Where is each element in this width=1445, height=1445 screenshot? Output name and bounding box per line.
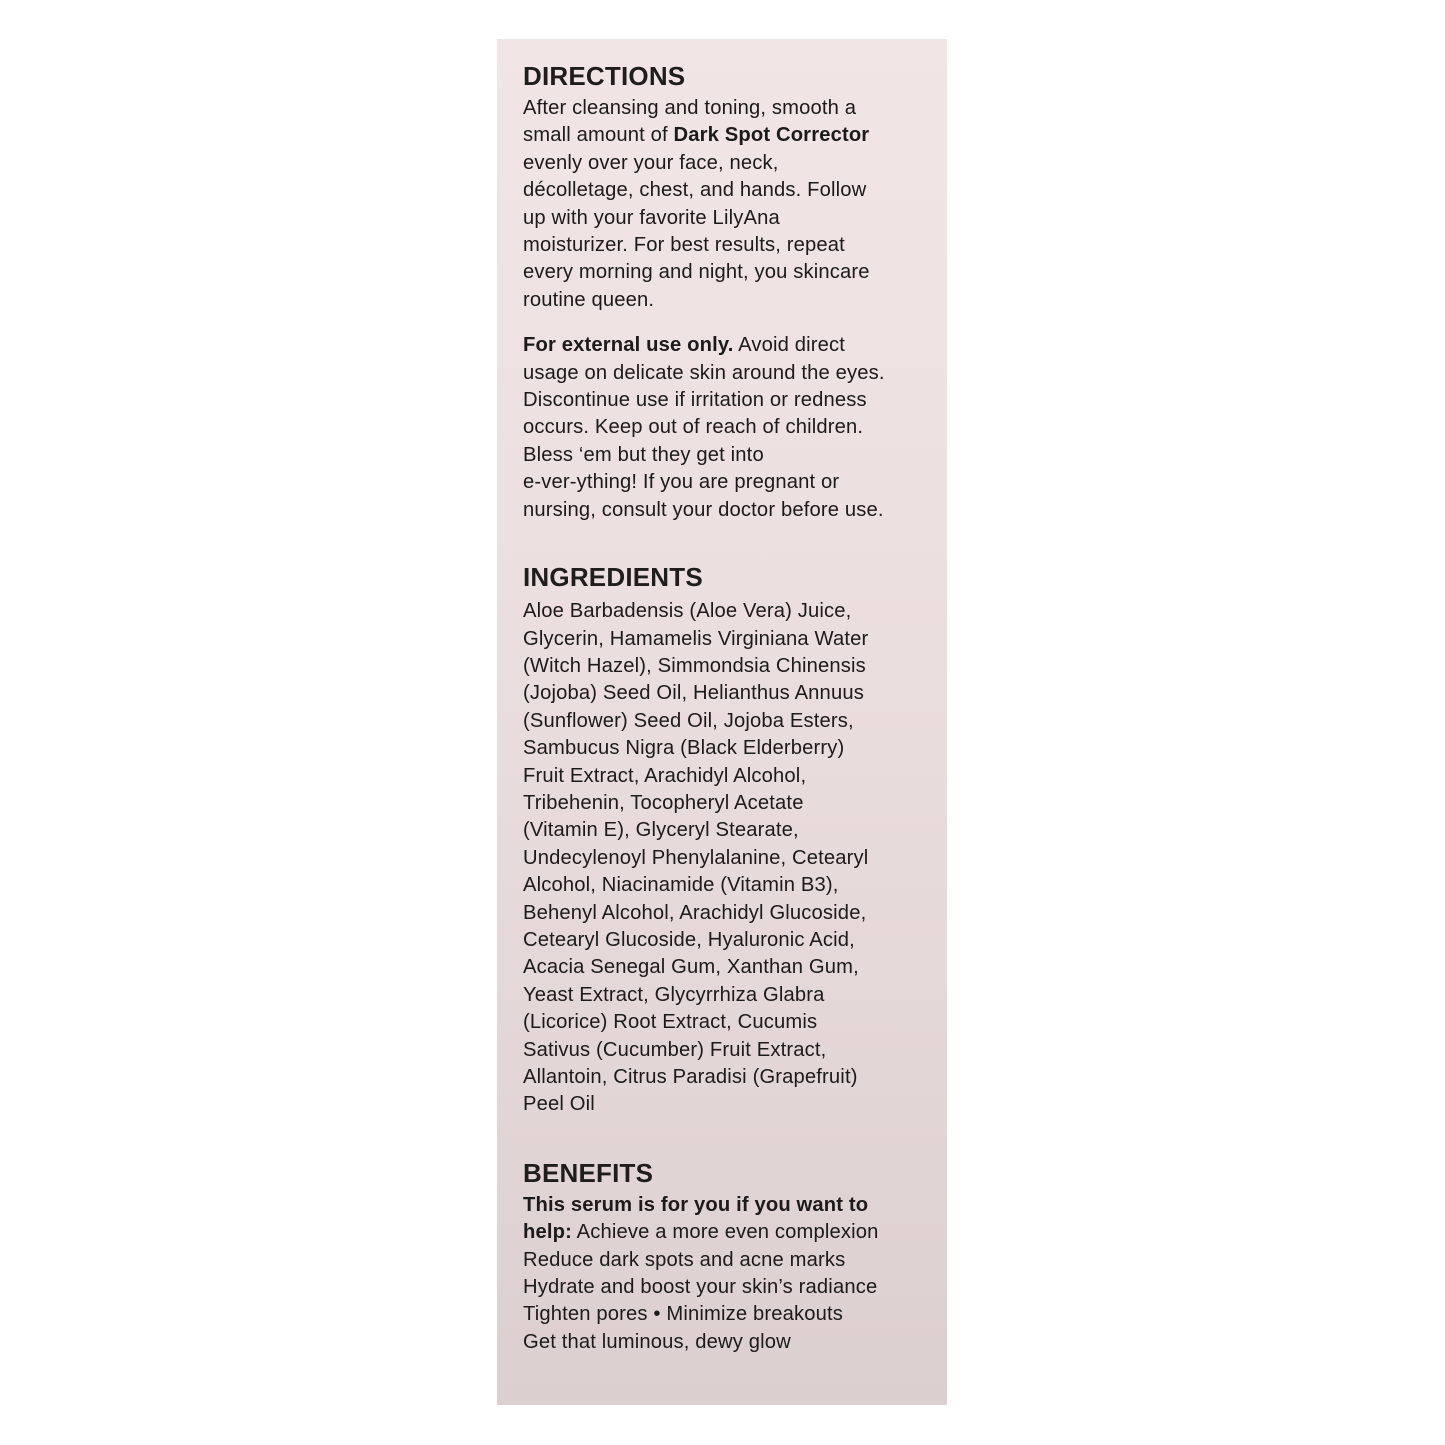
benefits-section — [523, 1156, 933, 1356]
warning-text — [523, 332, 933, 524]
directions-heading: DIRECTIONS — [523, 61, 686, 91]
product-name: Dark Spot Corrector — [673, 124, 870, 147]
directions-text-after: evenly over your face, neck, décolletage, chest, and hands. Follow up with your favorite LilyAna moisturizer. For best results, repeat every morning and night, you skincare routine queen. — [523, 151, 870, 311]
warning-lead: For external use only. — [523, 334, 734, 357]
ingredients-section — [523, 560, 933, 1119]
benefits-lead: This serum is for you if you want to help: — [523, 1193, 869, 1244]
warning-section — [523, 332, 933, 524]
ingredients-list: Aloe Barbadensis (Aloe Vera) Juice, Glycerin, Hamamelis Virginiana Water (Witch Hazel), Simmondsia Chinensis (Jojoba) Seed Oil, Helianthus Annuus (Sunflower) Seed Oil, Jojoba Esters, Sambucus Nigra (Black Elderberry) Fruit Extract, Arachidyl Alcohol, Tribehenin, Tocopheryl Acetate (Vitamin E), Glyceryl Stearate, Undecylenoyl Phenylalanine, Cetearyl Alcohol, Niacinamide (Vitamin B3), Behenyl Alcohol, Arachidyl Glucoside, Cetearyl Glucoside, Hyaluronic Acid, Acacia Senegal Gum, Xanthan Gum, Yeast Extract, Glycyrrhiza Glabra (Licorice) Root Extract, Cucumis Sativus (Cucumber) Fruit Extract, Allantoin, Citrus Paradisi (Grapefruit) Peel Oil — [523, 600, 869, 1116]
product-label-panel — [497, 39, 947, 1405]
directions-section — [523, 59, 933, 314]
ingredients-heading: INGREDIENTS — [523, 562, 703, 593]
directions-text-before: After cleansing and toning, smooth a small amount of — [523, 97, 857, 147]
benefits-text — [523, 1192, 933, 1356]
warning-body: Avoid direct usage on delicate skin around the eyes. Discontinue use if irritation or redness occurs. Keep out of reach of children. Bless ‘em but they get into e-ver-ything! If you are pregnant or nursing, consult your doctor before use. — [523, 334, 885, 521]
benefits-list: Achieve a more even complexion Reduce dark spots and acne marks Hydrate and boost your skin’s radiance Tighten pores • Minimize breakouts Get that luminous, dewy glow — [523, 1221, 879, 1353]
benefits-heading: BENEFITS — [523, 1157, 654, 1188]
directions-text — [523, 95, 933, 314]
